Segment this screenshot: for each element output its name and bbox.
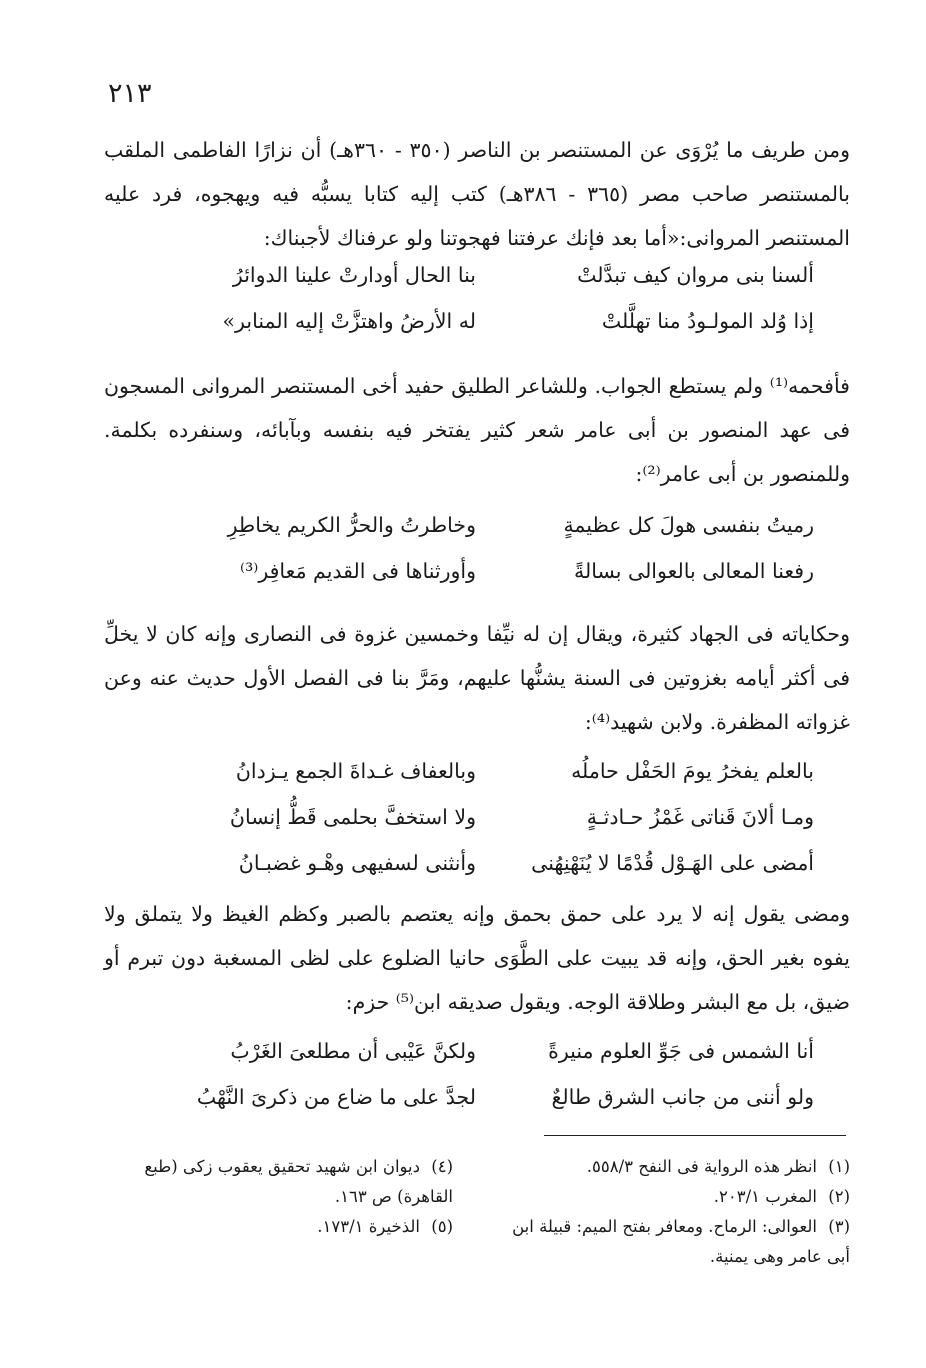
footnote-3 (498, 1212, 850, 1272)
verse-line (104, 548, 850, 594)
verse-hemistich-second: لجدَّ على ما ضاع من ذكرىَ النَّهْبُ (196, 1085, 476, 1109)
paragraph-1: ومن طريف ما يُرْوَى عن المستنصر بن الناصر (٣٥٠ - ٣٦٠هـ) أن نزارًا الفاطمى الملقب بالمستنصر صاحب مصر (٣٦٥ - ٣٨٦هـ) كتب إليه كتابا يسبُّه فيه ويهجوه، فرد عليه المستنصر المروانى:«أما بعد فإنك عرفتنا فهجوتنا ولو عرفناك لأجبناك: (104, 138, 850, 250)
verse-hemistich-second: بنا الحال أودارتْ علينا الدوائرُ (232, 263, 476, 287)
verse-hemistich-first: ألسنا بنى مروان كيف تبدَّلتْ (577, 263, 814, 287)
verse-hemistich-second: وخاطرتُ والحرُّ الكريم يخاطِرِ (227, 513, 476, 537)
footnote-number: (٥) (431, 1217, 453, 1236)
verse-block-3 (104, 748, 850, 886)
verse-line (104, 1074, 850, 1120)
verse-line (104, 748, 850, 794)
verse-line (104, 252, 850, 298)
verse-hemistich-first: أنا الشمس فى جَوِّ العلوم منيرةً (548, 1039, 814, 1063)
footnote-divider (544, 1135, 846, 1136)
verse-hemistich-first: رفعنا المعالى بالعوالى بسالةً (573, 559, 814, 583)
verse-line (104, 298, 850, 344)
footnote-text: الذخيرة ١٧٣/١. (317, 1217, 420, 1236)
verse-block-2 (104, 502, 850, 594)
verse-hemistich-first: أمضى على الهَـوْل قُدْمًا لا يُنَهْنِهُنى (531, 851, 814, 875)
page-number: ٢١٣ (108, 78, 152, 109)
verse-block-1 (104, 252, 850, 344)
footnote-2 (498, 1182, 850, 1212)
verse-hemistich-first: ولو أننى من جانب الشرق طالعٌ (551, 1085, 814, 1109)
verse-hemistich-second: ولا استخفَّ بحلمى قَطُّ إنسانُ (229, 805, 476, 829)
verse-hemistich-second: ولكنَّ عَيْبى أن مطلعىَ الغَرْبُ (230, 1039, 476, 1063)
verse-hemistich-second: وبالعفاف غـداةَ الجمع يـزدانُ (235, 759, 476, 783)
verse-line (104, 502, 850, 548)
verse-hemistich-second: وأورثناها فى القديم مَعافِر⁽³⁾ (240, 559, 476, 583)
footnote-1 (498, 1152, 850, 1182)
footnotes-left-column (98, 1152, 453, 1242)
paragraph-4: ومضى يقول إنه لا يرد على حمق بحمق وإنه يعتصم بالصبر وكظم الغيظ ولا يتملق ولا يفوه بغير الحق، وإنه قد يبيت على الطَّوَى حانيا الضلوع على لظى المسغبة دون تبرم أو ضيق، بل مع البشر وطلاقة الوجه. ويقول صديقه ابن⁽⁵⁾ حزم: (104, 902, 850, 1014)
footnote-number: (١) (828, 1157, 850, 1176)
verse-hemistich-second: له الأرضُ واهتزَّتْ إليه المنابر» (222, 309, 476, 333)
footnote-number: (٢) (828, 1187, 850, 1206)
footnote-text: انظر هذه الرواية فى النفح ٥٥٨/٣. (586, 1157, 817, 1176)
paragraph-3: وحكاياته فى الجهاد كثيرة، ويقال إن له نيِّفا وخمسين غزوة فى النصارى وإنه كان لا يخلِّ فى أكثر أيامه بغزوتين فى السنة يشنُّها عليهم، ومَرَّ بنا فى الفصل الأول حديث عنه وعن غزواته المظفرة. ولابن شهيد⁽⁴⁾: (104, 622, 850, 734)
verse-line (104, 794, 850, 840)
footnote-text: ديوان ابن شهيد تحقيق يعقوب زكى (طبع القاهرة) ص ١٦٣. (144, 1157, 453, 1206)
footnote-text: المغرب ٢٠٣/١. (713, 1187, 817, 1206)
paragraph-2: فأفحمه⁽¹⁾ ولم يستطع الجواب. وللشاعر الطليق حفيد أخى المستنصر المروانى المسجون فى عهد المنصور بن أبى عامر شعر كثير يفتخر فيه بنفسه وبآبائه، وسنفرده بكلمة. وللمنصور بن أبى عامر⁽²⁾: (104, 374, 850, 486)
verse-hemistich-first: بالعلم يفخرُ يومَ الحَفْل حاملُه (571, 759, 814, 783)
footnote-text: العوالى: الرماح. ومعافر بفتح الميم: قبيلة ابن أبى عامر وهى يمنية. (512, 1217, 850, 1266)
verse-block-4 (104, 1028, 850, 1120)
verse-hemistich-second: وأنثنى لسفيهى وهْـو غضبـانُ (238, 851, 476, 875)
verse-hemistich-first: ومـا ألانَ قَناتى غَمْزُ حـادثـةٍ (586, 805, 814, 829)
footnotes-right-column (498, 1152, 850, 1272)
footnote-number: (٤) (431, 1157, 453, 1176)
verse-hemistich-first: إذا وُلد المولـودُ منا تهلَّلتْ (601, 309, 814, 333)
footnote-5 (98, 1212, 453, 1242)
verse-line (104, 1028, 850, 1074)
footnote-4 (98, 1152, 453, 1212)
footnote-number: (٣) (828, 1217, 850, 1236)
verse-line (104, 840, 850, 886)
verse-hemistich-first: رميتُ بنفسى هولَ كل عظيمةٍ (563, 513, 814, 537)
